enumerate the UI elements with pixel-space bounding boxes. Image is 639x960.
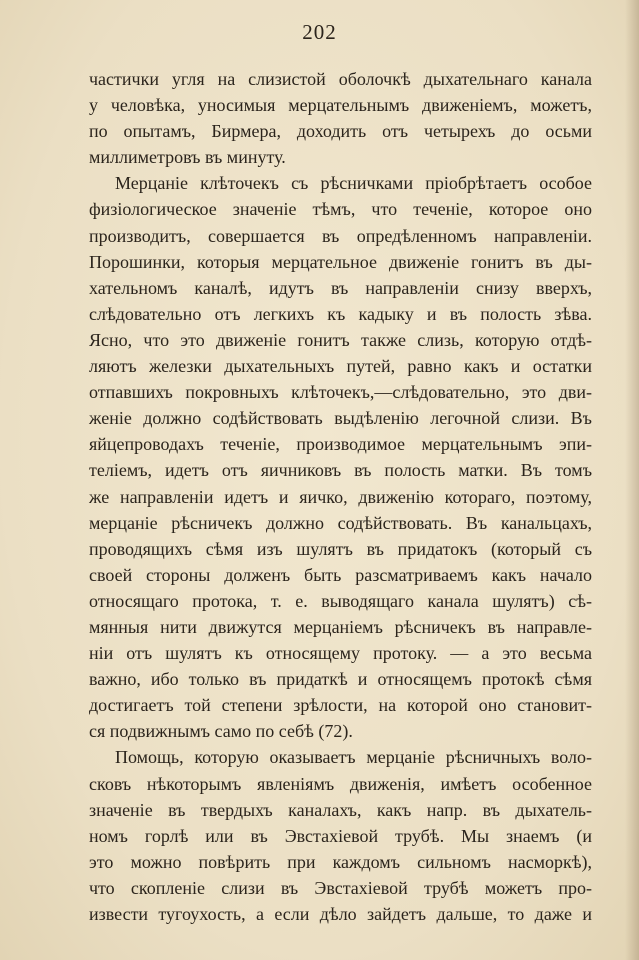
text-line: производитъ, совершается въ опредѣленномъ направленіи. [89, 225, 592, 246]
text-line: Порошинки, которыя мерцательное движеніе гонитъ въ ды- [89, 251, 592, 272]
text-line: же направленіи идетъ и яичко, движенію котораго, поэтому, [89, 486, 592, 507]
text-line: мянныя нити движутся мерцаніемъ рѣсничекъ въ направле- [89, 616, 592, 637]
text-line: миллиметровъ въ минуту. [89, 147, 286, 168]
text-line: относящаго протока, т. е. выводящаго канала шулятъ) сѣ- [89, 590, 592, 611]
body-text [89, 66, 592, 927]
text-line: хательномъ каналѣ, идутъ въ направленіи снизу вверхъ, [89, 277, 592, 298]
paragraph-2 [89, 170, 592, 744]
text-line: яйцепроводахъ теченіе, производимое мерцательнымъ эпи- [89, 434, 592, 455]
text-line: женіе должно содѣйствовать выдѣленію легочной слизи. Въ [89, 408, 592, 429]
text-line: важно, ибо только въ придаткѣ и относящемъ протокѣ сѣмя [89, 669, 592, 690]
text-line: частички угля на слизистой оболочкѣ дыхательнаго канала [89, 69, 592, 89]
text-line: ляютъ железки дыхательныхъ путей, равно какъ и остатки [89, 356, 592, 377]
text-line: физіологическое значеніе тѣмъ, что теченіе, которое оно [89, 199, 592, 220]
text-line: сковъ нѣкоторымъ явленіямъ движенія, имѣетъ особенное [89, 773, 592, 794]
text-line: что скопленіе слизи въ Эвстахіевой трубѣ можетъ про- [89, 877, 592, 898]
text-line: Помощь, которую оказываетъ мерцаніе рѣсничныхъ воло- [115, 747, 592, 768]
page-number: 202 [302, 20, 337, 44]
text-line: номъ горлѣ или въ Эвстахіевой трубѣ. Мы знаемъ (и [89, 825, 592, 846]
text-line: слѣдовательно отъ легкихъ къ кадыку и въ полость зѣва. [89, 303, 592, 324]
text-line: отпавшихъ покровныхъ клѣточекъ,—слѣдовательно, это дви- [89, 382, 592, 403]
page-edge-shadow [625, 0, 639, 960]
text-line: извести тугоухость, а если дѣло зайдетъ дальше, то даже и [89, 904, 592, 924]
text-line: Ясно, что это движеніе гонитъ также слизь, которую отдѣ- [89, 329, 592, 350]
text-line: проводящихъ сѣмя изъ шулятъ въ придатокъ (который съ [89, 538, 592, 559]
text-line: теліемъ, идетъ отъ яичниковъ въ полость матки. Въ томъ [89, 460, 592, 481]
paragraph-3 [89, 744, 592, 927]
paragraph-1 [89, 66, 592, 170]
text-line: мерцаніе рѣсничекъ должно содѣйствовать. Въ канальцахъ, [89, 512, 592, 533]
text-line: у человѣка, уносимыя мерцательнымъ движеніемъ, можетъ, [89, 95, 592, 116]
text-line: своей стороны долженъ быть разсматриваемъ какъ начало [89, 564, 592, 585]
text-line: по опытамъ, Бирмера, доходить отъ четырехъ до осьми [89, 121, 592, 142]
text-line: значеніе въ твердыхъ каналахъ, какъ напр. въ дыхатель- [89, 799, 592, 820]
text-line: ніи отъ шулятъ къ относящему протоку. — а это весьма [89, 643, 592, 664]
text-line: достигаетъ той степени зрѣлости, на которой оно становит- [89, 695, 592, 716]
text-line: Мерцаніе клѣточекъ съ рѣсничками пріобрѣтаетъ особое [115, 173, 592, 194]
text-line: это можно повѣрить при каждомъ сильномъ насморкѣ), [89, 851, 592, 872]
text-line: ся подвижнымъ само по себѣ (72). [89, 721, 353, 742]
